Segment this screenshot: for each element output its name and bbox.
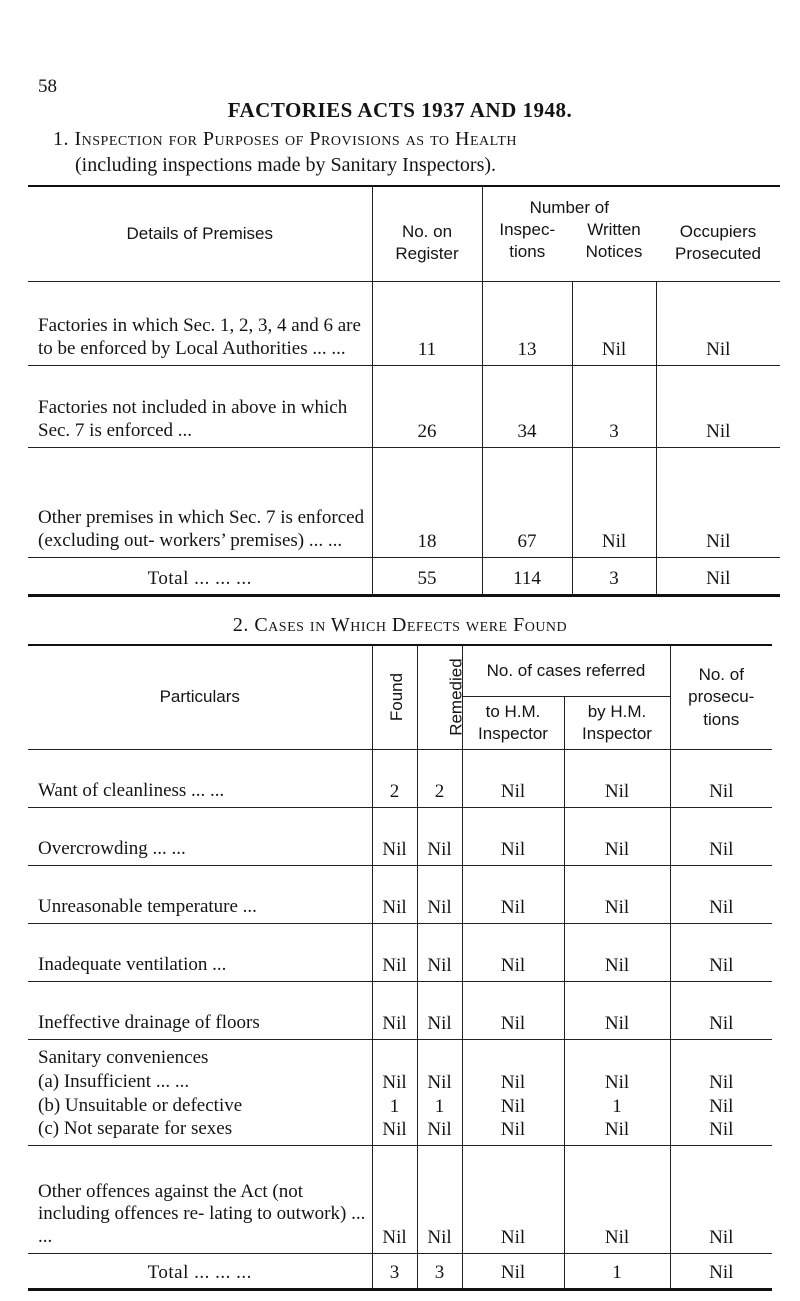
table-row xyxy=(28,282,780,366)
by-hm-cell: Nil xyxy=(564,924,670,982)
remedied-cell: Nil xyxy=(417,982,462,1040)
register-cell: 11 xyxy=(372,282,482,366)
prosecutions-cell: Nil xyxy=(670,924,772,982)
by-hm-cell: Nil xyxy=(564,1118,670,1146)
remedied-cell: 1 xyxy=(417,1094,462,1118)
table-row xyxy=(28,1146,772,1254)
found-cell: 2 xyxy=(372,750,417,808)
notices-cell: Nil xyxy=(572,282,656,366)
found-cell: Nil xyxy=(372,808,417,866)
found-cell: Nil xyxy=(372,866,417,924)
total-row xyxy=(28,1254,772,1290)
found-cell: Nil xyxy=(372,1146,417,1254)
table-row xyxy=(28,866,772,924)
table-row xyxy=(28,1070,772,1094)
remedied-cell: Nil xyxy=(417,1070,462,1094)
prosecutions-cell: Nil xyxy=(670,866,772,924)
by-hm-cell: Nil xyxy=(564,982,670,1040)
table-row xyxy=(28,924,772,982)
found-cell: 1 xyxy=(372,1094,417,1118)
table-row xyxy=(28,1118,772,1146)
remedied-cell: Nil xyxy=(417,1146,462,1254)
inspections-total: 114 xyxy=(482,558,572,596)
header-notices: Written Notices xyxy=(585,220,643,262)
defects-table xyxy=(28,644,772,1291)
header-number-of: Number of xyxy=(482,186,656,219)
header-remedied: Remedied xyxy=(417,645,462,750)
prosecutions-cell: Nil xyxy=(670,1146,772,1254)
total-label: Total ... ... ... xyxy=(28,1254,372,1290)
prosecutions-total: Nil xyxy=(670,1254,772,1290)
by-hm-cell: 1 xyxy=(564,1094,670,1118)
table-row xyxy=(28,750,772,808)
row-description: (a) Insufficient ... ... xyxy=(38,1070,190,1092)
remedied-total: 3 xyxy=(417,1254,462,1290)
total-label: Total ... ... ... xyxy=(28,558,372,596)
header-to-hm-inspector: to H.M. Inspector xyxy=(462,697,564,750)
to-hm-cell: Nil xyxy=(462,808,564,866)
remedied-cell: 2 xyxy=(417,750,462,808)
header-by-hm-inspector: by H.M. Inspector xyxy=(564,697,670,750)
register-total: 55 xyxy=(372,558,482,596)
header-inspections: Inspec- tions xyxy=(482,219,572,282)
to-hm-cell: Nil xyxy=(462,1146,564,1254)
row-description: Factories in which Sec. 1, 2, 3, 4 and 6 are to be enforced by Local Authorities ... ... xyxy=(28,282,372,366)
notices-cell: Nil xyxy=(572,448,656,558)
row-description: Inadequate ventilation ... xyxy=(28,924,372,982)
found-cell: Nil xyxy=(372,924,417,982)
by-hm-cell: Nil xyxy=(564,750,670,808)
inspections-cell: 13 xyxy=(482,282,572,366)
prosecutions-cell: Nil xyxy=(670,1070,772,1094)
by-hm-cell: Nil xyxy=(564,866,670,924)
by-hm-cell: Nil xyxy=(564,808,670,866)
header-prosecutions: No. of prosecu- tions xyxy=(670,645,772,750)
header-register: No. on Register xyxy=(372,186,482,282)
by-hm-total: 1 xyxy=(564,1254,670,1290)
remedied-cell: Nil xyxy=(417,924,462,982)
page-number: 58 xyxy=(38,76,57,97)
to-hm-cell: Nil xyxy=(462,1094,564,1118)
inspections-cell: 34 xyxy=(482,366,572,448)
section2-heading: 2. Cases in Which Defects were Found xyxy=(232,614,568,636)
prosecuted-total: Nil xyxy=(656,558,780,596)
to-hm-total: Nil xyxy=(462,1254,564,1290)
found-cell: Nil xyxy=(372,1070,417,1094)
to-hm-cell: Nil xyxy=(462,750,564,808)
prosecuted-cell: Nil xyxy=(656,282,780,366)
prosecutions-cell: Nil xyxy=(670,982,772,1040)
header-prosecuted: Occupiers Prosecuted xyxy=(675,221,761,263)
to-hm-cell: Nil xyxy=(462,866,564,924)
row-description: (b) Unsuitable or defective xyxy=(38,1094,243,1116)
found-cell: Nil xyxy=(372,982,417,1040)
to-hm-cell: Nil xyxy=(462,1118,564,1146)
to-hm-cell: Nil xyxy=(462,924,564,982)
total-row xyxy=(28,558,780,596)
inspections-table xyxy=(28,185,780,597)
section1-subheading: (including inspections made by Sanitary Inspectors). xyxy=(75,154,497,176)
row-description: Unreasonable temperature ... xyxy=(28,866,372,924)
register-cell: 26 xyxy=(372,366,482,448)
row-description: Want of cleanliness ... ... xyxy=(28,750,372,808)
row-description: Overcrowding ... ... xyxy=(28,808,372,866)
row-description: (c) Not separate for sexes xyxy=(38,1118,233,1140)
remedied-cell: Nil xyxy=(417,808,462,866)
row-description: Ineffective drainage of floors xyxy=(28,982,372,1040)
notices-total: 3 xyxy=(572,558,656,596)
section1-heading: 1. Inspection for Purposes of Provisions as to Health xyxy=(53,128,518,150)
remedied-cell: Nil xyxy=(417,1118,462,1146)
header-found: Found xyxy=(372,645,417,750)
prosecutions-cell: Nil xyxy=(670,1118,772,1146)
sanitary-title-row xyxy=(28,1040,772,1070)
remedied-cell: Nil xyxy=(417,866,462,924)
header-details: Details of Premises xyxy=(126,223,273,243)
prosecutions-cell: Nil xyxy=(670,750,772,808)
table-row xyxy=(28,808,772,866)
found-total: 3 xyxy=(372,1254,417,1290)
prosecuted-cell: Nil xyxy=(656,448,780,558)
found-cell: Nil xyxy=(372,1118,417,1146)
row-description: Other premises in which Sec. 7 is enforced (excluding out- workers’ premises) ... ... xyxy=(28,448,372,558)
by-hm-cell: Nil xyxy=(564,1070,670,1094)
table-row xyxy=(28,982,772,1040)
prosecutions-cell: Nil xyxy=(670,1094,772,1118)
page-title: FACTORIES ACTS 1937 AND 1948. xyxy=(227,98,573,122)
row-description: Other offences against the Act (not including offences re- lating to outwork) ... ... xyxy=(28,1146,372,1254)
register-cell: 18 xyxy=(372,448,482,558)
header-referred: No. of cases referred xyxy=(462,645,670,697)
to-hm-cell: Nil xyxy=(462,982,564,1040)
header-particulars: Particulars xyxy=(159,687,240,707)
table-row xyxy=(28,1094,772,1118)
to-hm-cell: Nil xyxy=(462,1070,564,1094)
table-row xyxy=(28,366,780,448)
table-row xyxy=(28,448,780,558)
notices-cell: 3 xyxy=(572,366,656,448)
row-description: Factories not included in above in which Sec. 7 is enforced ... xyxy=(28,366,372,448)
inspections-cell: 67 xyxy=(482,448,572,558)
by-hm-cell: Nil xyxy=(564,1146,670,1254)
prosecutions-cell: Nil xyxy=(670,808,772,866)
prosecuted-cell: Nil xyxy=(656,366,780,448)
sanitary-title: Sanitary conveniences xyxy=(28,1040,372,1070)
